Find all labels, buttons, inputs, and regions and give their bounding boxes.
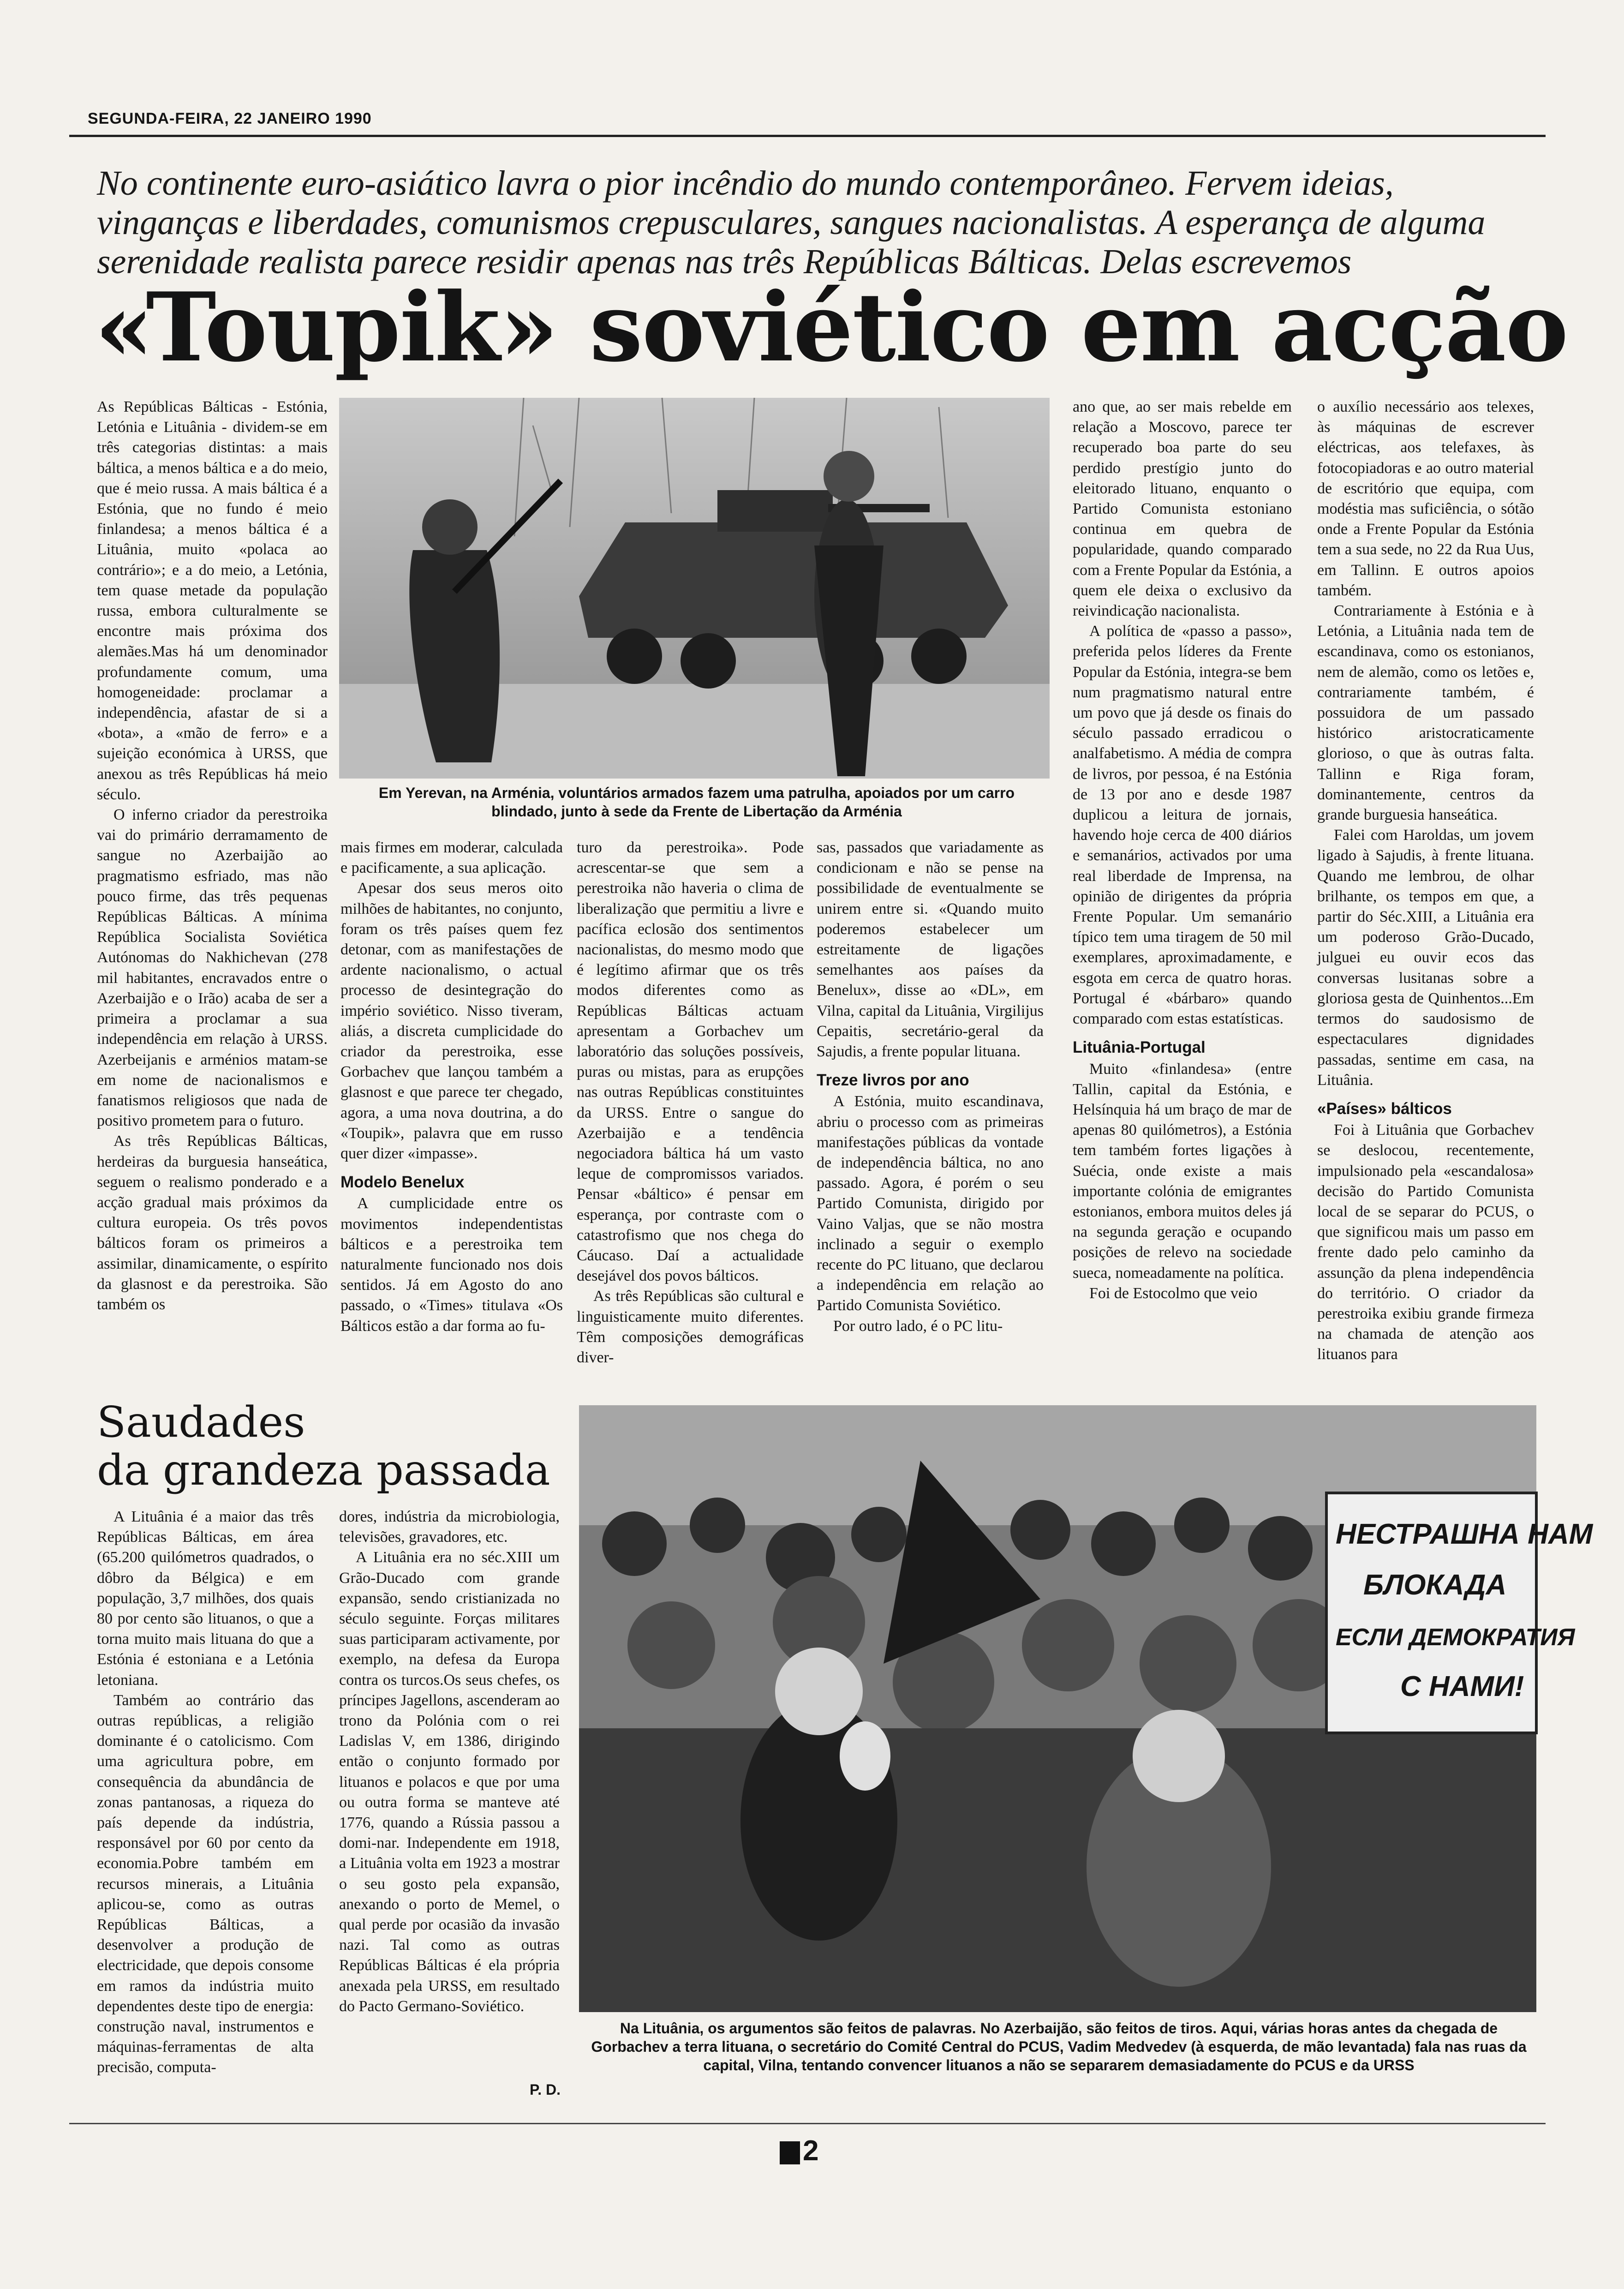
protest-sign-line-4: С НАМИ!: [1400, 1671, 1524, 1702]
photo-vilnius-crowd-image: [579, 1405, 1593, 2012]
paragraph: A cumplicidade entre os movimentos independentistas bálticos e a perestroika tem naturalmente funcionado nos dois sentidos. Já em Agosto do ano passado, o «Times» titulava «Os Bálticos estão a dar forma ao fu-: [340, 1195, 563, 1335]
protest-sign-line-1: НЕСТРАШНА НАМ: [1336, 1518, 1593, 1550]
subhead-treze-livros: Treze livros por ano: [817, 1071, 969, 1090]
sidebar-title-line-1: Saudades: [97, 1397, 305, 1447]
paragraph: Contrariamente à Estónia e à Letónia, a Lituânia nada tem de escandinava, como os estonianos, nem de alemão, como os letões e, contrariamente também, é possuidora de um passado histórico aristocraticamente glorioso, o que às outras falta. Tallinn e Riga foram, dominantemente, centros da grande burguesia hanseática.: [1317, 602, 1534, 824]
photo2-caption: Na Lituânia, os argumentos são feitos de palavras. No Azerbaijão, são feitos de tiros. Aqui, várias horas antes da chegada de Gorbachev a terra lituana, o secretário do Comité Central do PCUS, Vadim Medvedev (à esquerda, de mão levantada) fala nas ruas da capital, Vilna, tentando convencer lituanos a não se separarem demasiadamente do PCUS e da URSS: [591, 2020, 1527, 2073]
paragraph: A Lituânia é a maior das três Repúblicas Bálticas, em área (65.200 quilómetros quadrados, o dôbro da Bélgica) e em população, 3,7 milhões, dos quais 80 por cento são lituanos, o que a torna muito mais lituana do que a Estónia é estoniana e a Letónia letoniana.: [97, 1508, 314, 1689]
paragraph: turo da perestroika». Pode acrescentar-se que sem a perestroika não haveria o clima de liberalização que permitiu a livre e pacífica eclosão dos sentimentos nacionalistas, do mesmo modo que é legítimo afirmar que os três modos diferentes como as Repúblicas Bálticas actuam apresentam a Gorbachev um laboratório das soluções possíveis, puras ou mistas, para as erupções nas outras Repúblicas constituintes da URSS. Entre o sangue do Azerbaijão e a tendência negociadora báltica há um vasto leque de compromissos variados. Pensar «báltico» é pensar em esperança, por contraste com o catastrofismo que nos chega do Cáucaso. Daí a actualidade desejável dos povos bálticos.: [577, 839, 804, 1285]
paragraph: Falei com Haroldas, um jovem ligado à Sajudis, à frente lituana. Quando me lembrou, de olhar brilhante, os tempos em que, a partir do Séc.XIII, a Lituânia era um poderoso Grão-Ducado, julguei eu ouvir ecos das conversas lusitanas sobre a gloriosa gesta de Quinhentos...Em termos do saudosismo de espectaculares dignidades passadas, sentime em casa, na Lituânia.: [1317, 827, 1534, 1089]
paragraph: dores, indústria da microbiologia, televisões, gravadores, etc.: [339, 1508, 560, 1546]
page-number-value: 2: [803, 2135, 819, 2167]
protest-sign-line-2: БЛОКАДА: [1363, 1569, 1507, 1601]
photo-vilnius-crowd: [579, 1405, 1593, 2012]
protest-sign-line-3: ЕСЛИ ДЕМОКРАТИЯ: [1336, 1624, 1575, 1651]
subhead-modelo-benelux: Modelo Benelux: [340, 1173, 465, 1192]
subhead-lituania-portugal: Lituânia-Portugal: [1073, 1038, 1206, 1057]
sidebar-column-2: [339, 1507, 560, 2017]
paragraph: Muito «finlandesa» (entre Tallin, capital da Estónia, e Helsínquia há um braço de mar de apenas 80 quilómetros), a Estónia tem também fortes ligações à Suécia, onde existe a mais importante colónia de emigrantes estonianos, embora muitos deles já na segunda geração e ocupando posições de relevo na sociedade sueca, nomeadamente na política.: [1073, 1060, 1292, 1282]
article-column-6: [1317, 397, 1534, 1365]
dateline: SEGUNDA-FEIRA, 22 JANEIRO 1990: [88, 110, 372, 127]
sidebar-column-1: [97, 1507, 314, 2078]
photo1-caption: Em Yerevan, na Arménia, voluntários armados fazem uma patrulha, apoiados por um carro blindado, junto à sede da Frente de Libertação da Arménia: [378, 785, 1015, 820]
paragraph: As três Repúblicas são cultural e linguisticamente muito diferentes. Têm composições demográficas diver-: [577, 1288, 804, 1366]
photo-armenia-patrol-image: [339, 398, 1050, 779]
subhead-paises-balticos: «Países» bálticos: [1317, 1099, 1452, 1118]
paragraph: As Repúblicas Bálticas - Estónia, Letónia e Lituânia - dividem-se em três categorias distintas: a mais báltica, a menos báltica e a do meio, que é meio russa. A mais báltica é a Estónia, que no fundo é meio finlandesa; a menos báltica é a Lituânia, muito «polaca ao contrário»; e a do meio, a Letónia, tem quase metade da população russa, embora culturalmente se encontre mais próxima dos alemães.Mas há um denominador profundamente comum, uma homogeneidade: proclamar a independência, afastar de si a «bota», a «mão de ferro» e a sujeição económica à URSS, que anexou as três Repúblicas há meio século.: [97, 398, 328, 803]
kicker-text: No continente euro-asiático lavra o pior incêndio do mundo contemporâneo. Fervem ideias, vinganças e liberdades, comunismos crepusculares, sangues nacionalistas. A esperança de alguma serenidade realista parece residir apenas nas três Repúblicas Bálticas. Delas escrevemos: [97, 164, 1486, 281]
article-column-5: [1073, 397, 1292, 1304]
author-signature: P. D.: [530, 2081, 561, 2098]
paragraph: Foi de Estocolmo que veio: [1089, 1284, 1258, 1302]
bottom-rule: [69, 2123, 1546, 2124]
paragraph: ano que, ao ser mais rebelde em relação a Moscovo, parece ter recuperado boa parte do seu perdido prestígio junto do eleitorado lituano, enquanto o Partido Comunista estoniano continua em quebra de popularidade, quando comparado com a Frente Popular da Estónia, a quem ele deixa o exclusivo da reivindicação nacionalista.: [1073, 398, 1292, 620]
paragraph: A Estónia, muito escandinava, abriu o processo com as primeiras manifestações públicas da vontade de independência báltica, no ano passado. Agora, é porém o seu Partido Comunista, dirigido por Vaino Valjas, que se não mostra inclinado a seguir o exemplo recente do PC lituano, que declarou a independência em relação ao Partido Comunista Soviético.: [817, 1093, 1044, 1314]
sidebar-title-line-2: da grandeza passada: [97, 1445, 550, 1495]
sidebar-title: [97, 1398, 581, 1494]
newspaper-logo-icon: [780, 2141, 800, 2164]
paragraph: A Lituânia era no séc.XIII um Grão-Ducado com grande expansão, sendo cristianizada no século seguinte. Forças militares suas participaram activamente, por exemplo, na defesa da Europa contra os turcos.Os seus chefes, os príncipes Jagellons, ascenderam ao trono da Polónia com o rei Ladislas V, em 1386, dirigindo então o conjunto formado por lituanos e polacos e que por uma ou outra forma se manteve até 1776, quando a Rússia passou a domi-nar. Independente em 1918, a Lituânia volta em 1923 a mostrar o seu gosto pela expansão, anexando o porto de Memel, o qual perde por ocasião da invasão nazi. Tal como as outras Repúblicas Bálticas é ela própria anexada pela URSS, em resultado do Pacto Germano-Soviético.: [339, 1549, 560, 2015]
photo-armenia-patrol: [339, 398, 1050, 779]
article-column-3: [577, 838, 804, 1368]
paragraph: Por outro lado, é o PC litu-: [833, 1317, 1003, 1335]
paragraph: mais firmes em moderar, calculada e pacificamente, a sua aplicação.: [340, 839, 563, 877]
paragraph: As três Repúblicas Bálticas, herdeiras da burguesia hanseática, seguem o realismo ponderado e a acção gradual mais próximos da cultura europeia. Os três povos bálticos foram os primeiros a assimilar, dinamicamente, o espírito da glasnost e da perestroika. São também os: [97, 1133, 328, 1313]
headline: «Toupik» soviético em acção: [95, 272, 1568, 383]
paragraph: o auxílio necessário aos telexes, às máquinas de escrever eléctricas, aos telefaxes, às fotocopiadoras e ao outro material de escritório que equipa, com modéstia mas suficiência, o sótão onde a Frente Popular da Estónia tem a sua sede, no 22 da Rua Uus, em Tallinn. E outros apoios também.: [1317, 398, 1534, 599]
article-column-1: [97, 397, 328, 1315]
top-rule: [69, 135, 1546, 137]
page-number: [780, 2134, 818, 2167]
article-column-4: [817, 838, 1044, 1336]
paragraph: Também ao contrário das outras repúblicas, a religião dominante é o catolicismo. Com uma agricultura pobre, em consequência da abundância de zonas pantanosas, a riqueza do país depende da indústria, responsável por 60 por cento da economia.Pobre também em recursos minerais, a Lituânia aplicou-se, como as outras Repúblicas Bálticas, a desenvolver a produção de electricidade, que depois consome em ramos da indústria muito dependentes deste tipo de energia: construção naval, instrumentos e máquinas-ferramentas de alta precisão, computa-: [97, 1691, 314, 2076]
paragraph: Foi à Lituânia que Gorbachev se deslocou, recentemente, impulsionado pela «escandalosa» decisão do Partido Comunista local de se separar do PCUS, o que significou mais um passo em frente dado pelo caminho da assunção da plena independência do território. O criador da perestroika exibiu grande firmeza na chamada de atenção aos lituanos para: [1317, 1121, 1534, 1363]
paragraph: O inferno criador da perestroika vai do primário derramamento de sangue no Azerbaijão ao pragmatismo esfriado, mas não pouco firme, das três pequenas Repúblicas Bálticas. A mínima República Socialista Soviética Autónomas do Nakhichevan (278 mil habitantes, encravados entre o Azerbaijão e o Irão) acaba de ser a primeira a proclamar a sua independência em relação à URSS. Azerbeijanis e arménios matam-se em nome de nacionalismos e fanatismos religiosos que nada de positivo prometem para o futuro.: [97, 806, 328, 1130]
article-column-2: [340, 838, 563, 1336]
paragraph: Apesar dos seus meros oito milhões de habitantes, no conjunto, foram os três países quem fez detonar, com as manifestações de ardente nacionalismo, o actual processo de desintegração do império soviético. Nisso tiveram, aliás, a discreta cumplicidade do criador da perestroika, esse Gorbachev que lançou também a glasnost e que parece ter chegado, agora, a uma nova doutrina, a do «Toupik», palavra que em russo quer dizer «impasse».: [340, 880, 563, 1162]
paragraph: sas, passados que variadamente as condicionam e não se pense na possibilidade de eventualmente se unirem entre si. «Quando muito poderemos estabelecer um estreitamente de ligações semelhantes aos países da Benelux», disse ao «DL», em Vilna, capital da Lituânia, Virgilijus Cepaitis, secretário-geral da Sajudis, a frente popular lituana.: [817, 839, 1044, 1061]
paragraph: A política de «passo a passo», preferida pelos líderes da Frente Popular da Estónia, integra-se bem num pragmatismo natural entre um povo que já desde os finais do século passado erradicou o analfabetismo. A média de compra de livros, por pessoa, é na Estónia de 13 por ano e desde 1987 duplicou a leitura de jornais, havendo hoje cerca de 400 diários e semanários, activados por uma real liberdade de Imprensa, na opinião de dirigentes da própria Frente Popular. Um semanário típico tem uma tiragem de 50 mil exemplares, aproximadamente, e esgota em cerca de quatro horas. Portugal é «bárbaro» quando comparado com estas estatísticas.: [1073, 623, 1292, 1028]
